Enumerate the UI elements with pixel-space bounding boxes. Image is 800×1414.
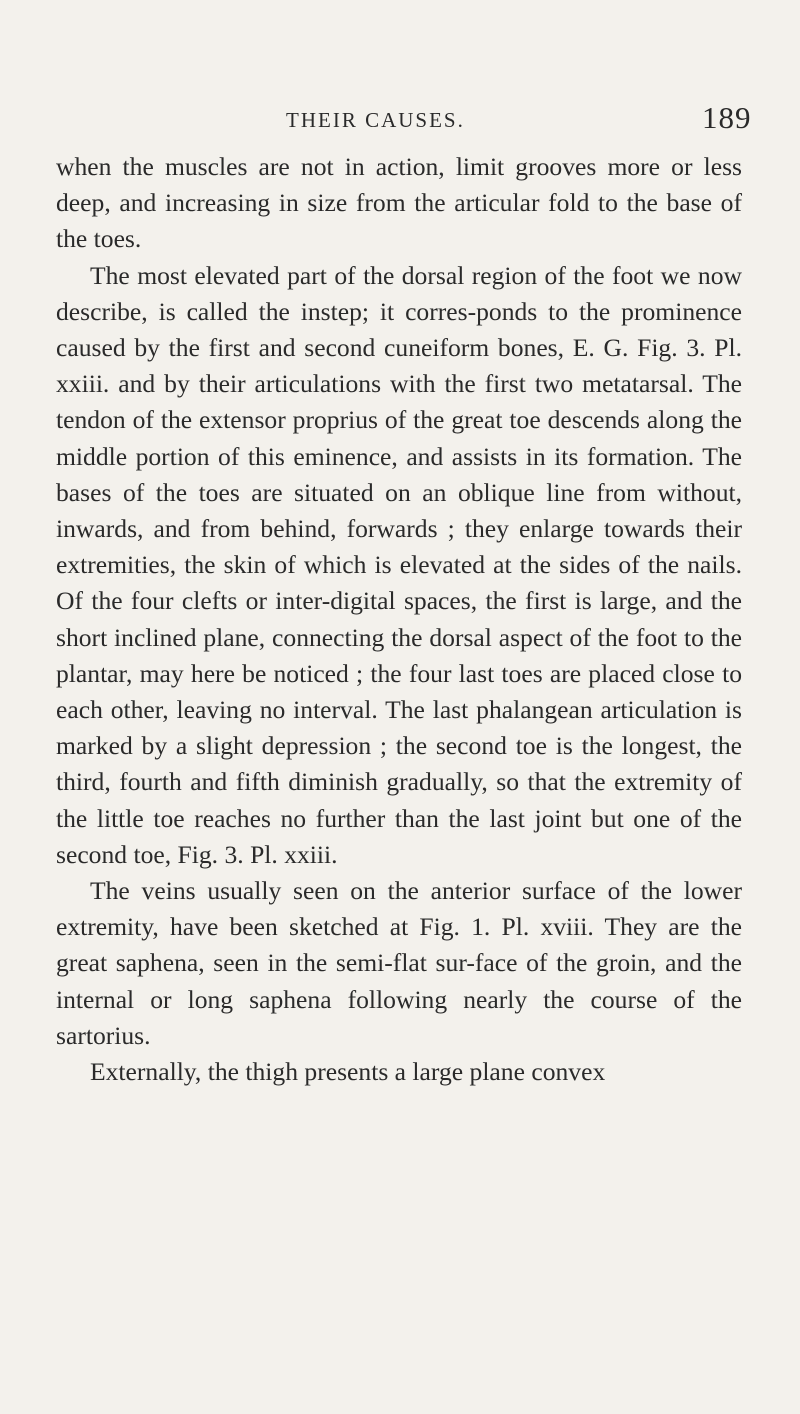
body-text xyxy=(56,149,742,1090)
paragraph-thigh: Externally, the thigh presents a large plane convex xyxy=(90,1057,606,1087)
page-number: 189 xyxy=(702,100,752,135)
paragraph-veins: The veins usually seen on the anterior surface of the lower extremity, have been sketched at Fig. 1. Pl. xviii. They are the great saphena, seen in the semi-flat sur-face of the groin, and the internal or long saphena following nearly the course of the sartorius. xyxy=(56,876,742,1050)
running-head xyxy=(0,98,800,138)
running-title: THEIR CAUSES. xyxy=(286,108,465,132)
paragraph-continuation: when the muscles are not in action, limit grooves more or less deep, and increasing in size from the articular fold to the base of the toes. xyxy=(56,152,742,254)
paragraph-instep: The most elevated part of the dorsal region of the foot we now describe, is called the instep; it corres-ponds to the prominence caused by the first and second cuneiform bones, E. G. Fig. 3. Pl. xxiii. and by their articulations with the first two metatarsal. The tendon of the extensor proprius of the great toe descends along the middle portion of this eminence, and assists in its formation. The bases of the toes are situated on an oblique line from without, inwards, and from behind, forwards ; they enlarge towards their extremities, the skin of which is elevated at the sides of the nails. Of the four clefts or inter-digital spaces, the first is large, and the short inclined plane, connecting the dorsal aspect of the foot to the plantar, may here be noticed ; the four last toes are placed close to each other, leaving no interval. The last phalangean articulation is marked by a slight depression ; the second toe is the longest, the third, fourth and fifth diminish gradually, so that the extremity of the little toe reaches no further than the last joint but one of the second toe, Fig. 3. Pl. xxiii. xyxy=(56,260,742,869)
